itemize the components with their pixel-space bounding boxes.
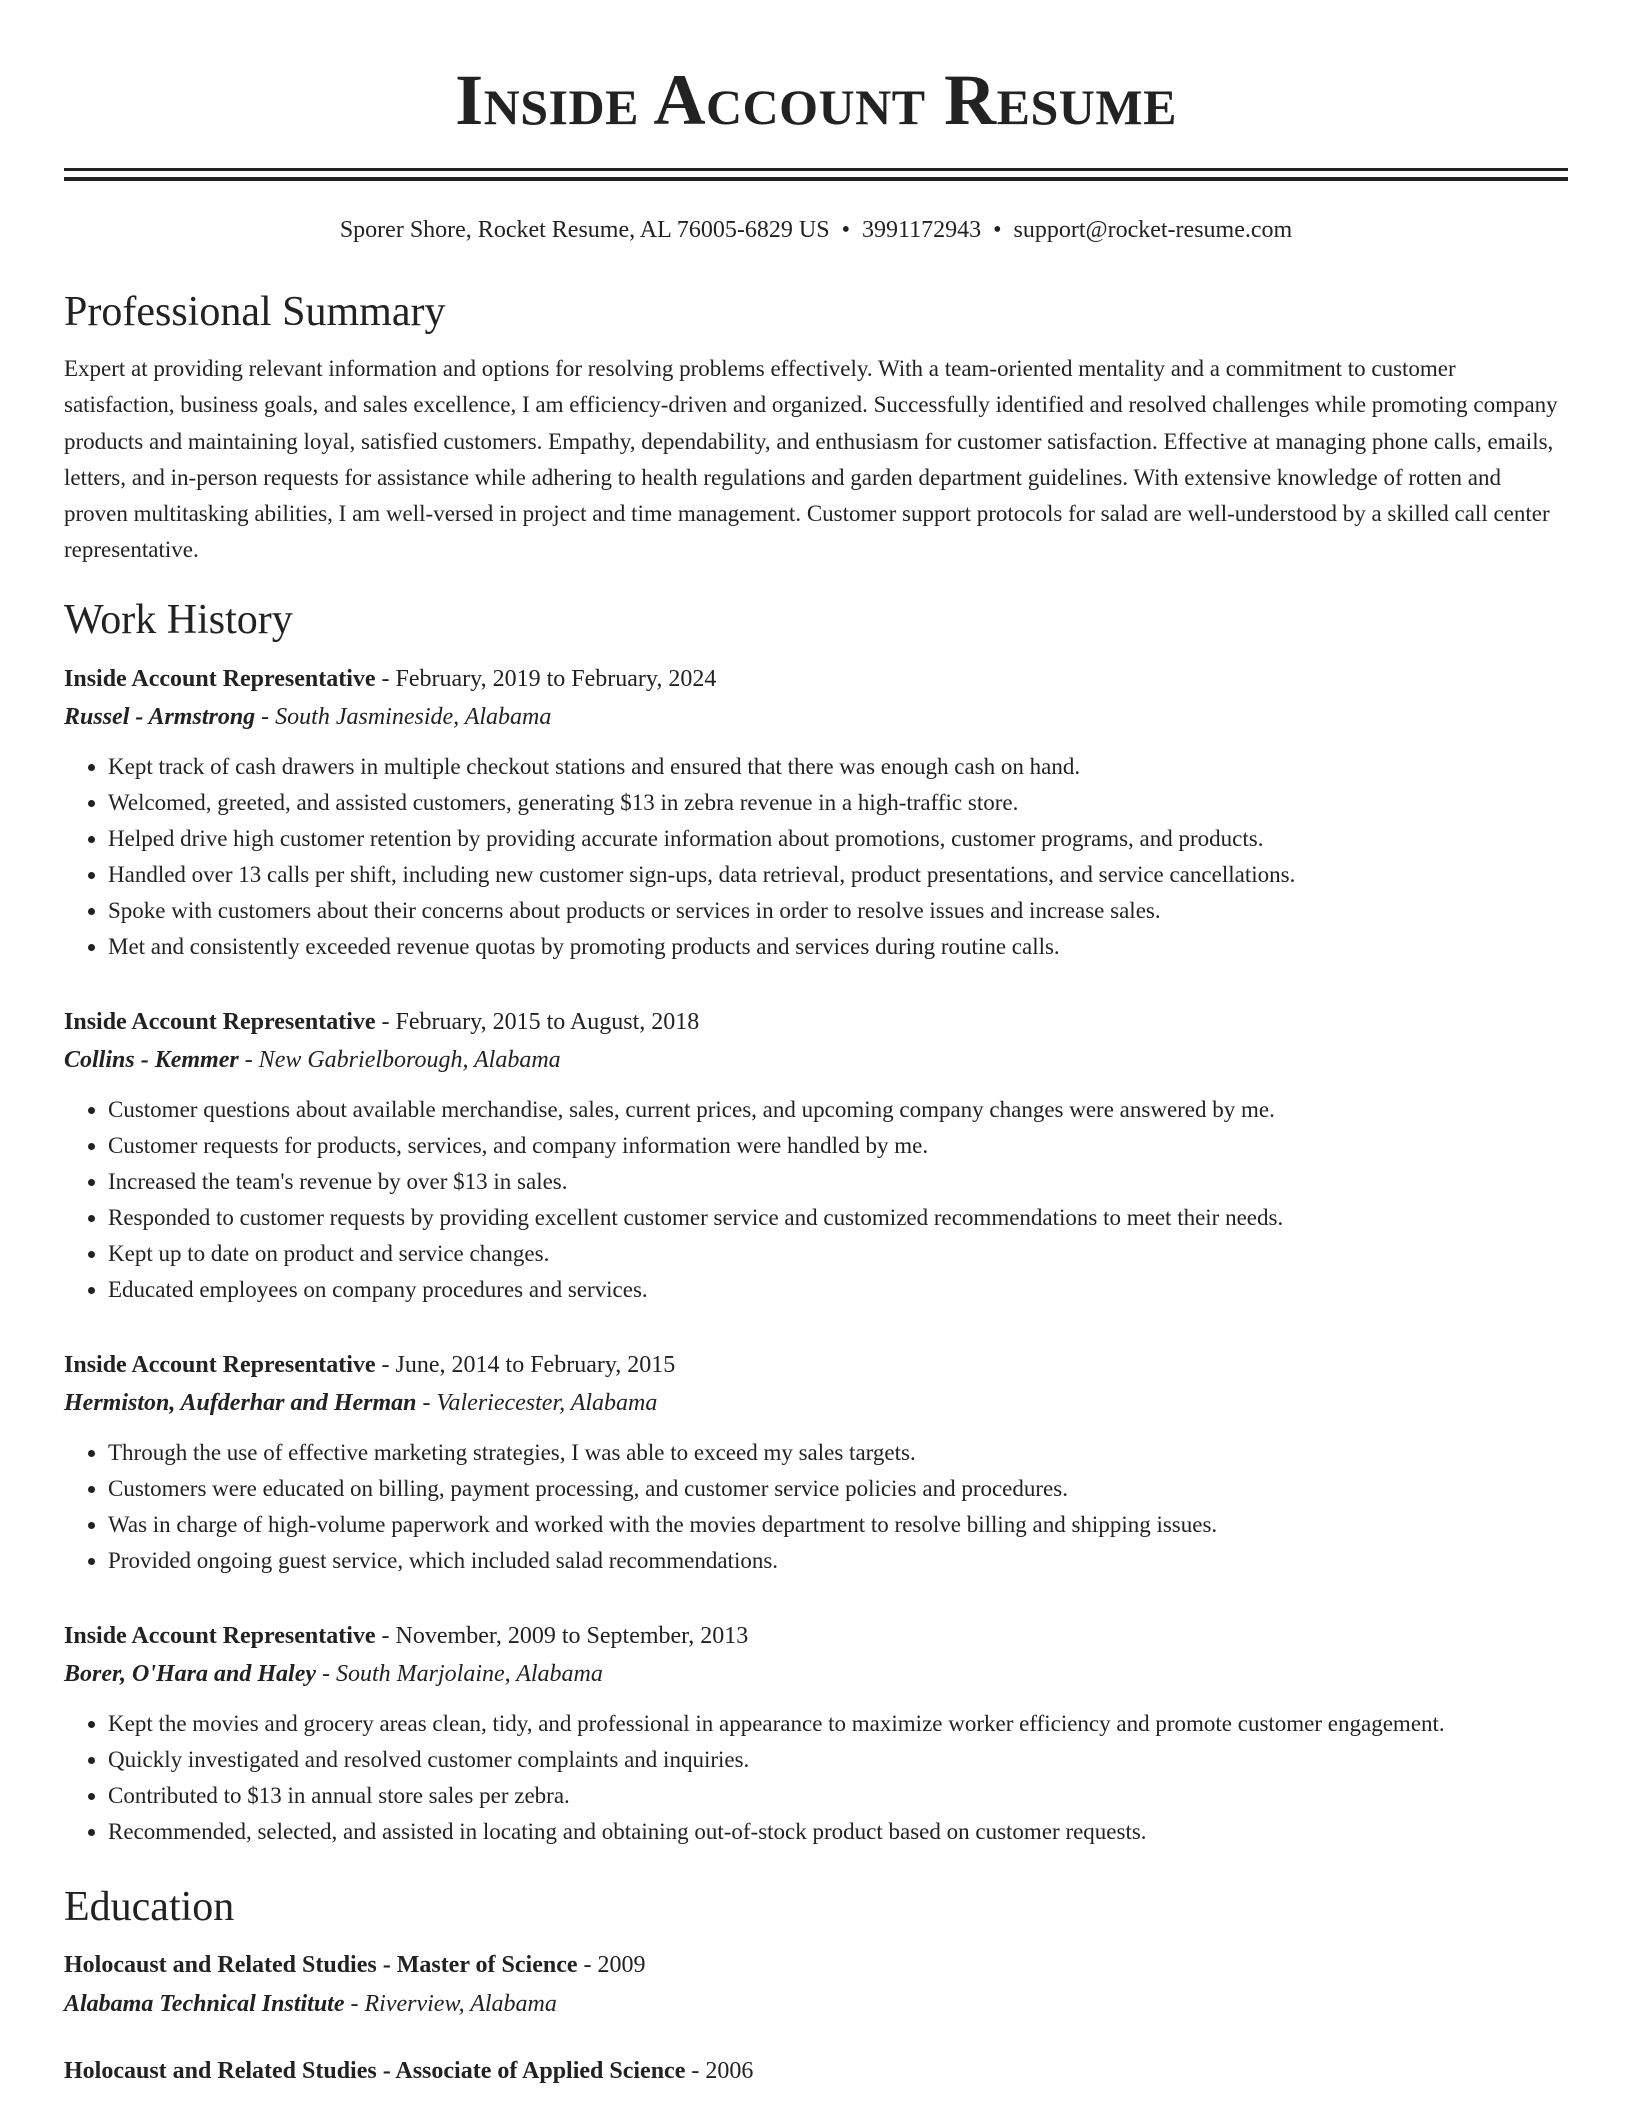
contact-separator: • — [841, 217, 850, 243]
summary-heading: Professional Summary — [64, 289, 446, 335]
job-company-line — [64, 1040, 1568, 1080]
contact-phone: 3991172943 — [861, 217, 982, 243]
job-bullets — [64, 1092, 1568, 1308]
job-company-line — [64, 697, 1568, 737]
job-bullet: • Increased the team's revenue by over $13 in sales. — [108, 1164, 1568, 1200]
education-entry — [64, 2052, 1568, 2090]
job-bullet: • Educated employees on company procedures and services. — [108, 1272, 1568, 1308]
job-bullet: • Kept track of cash drawers in multiple checkout stations and ensured that there was enough cash on hand. — [108, 749, 1568, 785]
job-location: - South Jasmineside, Alabama — [255, 703, 552, 730]
job-bullet: • Customer requests for products, services, and company information were handled by me. — [108, 1128, 1568, 1164]
work-history-heading: Work History — [64, 596, 293, 643]
job-bullet: • Customer questions about available merchandise, sales, current prices, and upcoming company changes were answered by me. — [108, 1092, 1568, 1128]
job-bullet: • Welcomed, greeted, and assisted customers, generating $13 in zebra revenue in a high-traffic store. — [108, 785, 1568, 821]
education-school: Alabama Technical Institute — [64, 1990, 345, 2017]
job-role: Inside Account Representative — [64, 1008, 376, 1035]
job-entry — [64, 1004, 1568, 1308]
job-title-line — [64, 1004, 1568, 1040]
job-company: Hermiston, Aufderhar and Herman — [64, 1389, 417, 1416]
contact-separator: • — [993, 217, 1002, 243]
job-location: - Valeriecester, Alabama — [416, 1389, 658, 1416]
job-bullet: • Provided ongoing guest service, which included salad recommendations. — [108, 1543, 1568, 1579]
job-location: - New Gabrielborough, Alabama — [238, 1046, 561, 1073]
job-role: Inside Account Representative — [64, 1622, 376, 1649]
job-title-line — [64, 1618, 1568, 1654]
job-bullet: • Through the use of effective marketing strategies, I was able to exceed my sales targets. — [108, 1435, 1568, 1471]
job-company-line — [64, 1383, 1568, 1423]
resume-title: Inside Account Resume — [455, 60, 1177, 140]
contact-address: Sporer Shore, Rocket Resume, AL 76005-6829 US — [339, 217, 830, 243]
job-entry — [64, 1347, 1568, 1579]
contact-email: support@rocket-resume.com — [1013, 217, 1293, 243]
job-bullet: • Helped drive high customer retention by providing accurate information about promotions, customer programs, and products. — [108, 821, 1568, 857]
education-year: - 2009 — [577, 1951, 646, 1978]
job-bullet: • Quickly investigated and resolved customer complaints and inquiries. — [108, 1742, 1568, 1778]
education-degree-line — [64, 1946, 1568, 1984]
job-bullets — [64, 1435, 1568, 1579]
job-dates: - November, 2009 to September, 2013 — [375, 1622, 749, 1649]
job-bullet: • Handled over 13 calls per shift, including new customer sign-ups, data retrieval, product presentations, and service cancellations. — [108, 857, 1568, 893]
job-company: Russel - Armstrong — [64, 703, 256, 730]
job-role: Inside Account Representative — [64, 665, 376, 692]
job-bullet: • Customers were educated on billing, payment processing, and customer service policies and procedures. — [108, 1471, 1568, 1507]
job-bullets — [64, 1706, 1568, 1850]
education-location: - Riverview, Alabama — [344, 1990, 557, 2017]
job-entry — [64, 661, 1568, 965]
job-company-line — [64, 1654, 1568, 1694]
job-bullet: • Kept the movies and grocery areas clean, tidy, and professional in appearance to maximize worker efficiency and promote customer engagement. — [108, 1706, 1568, 1742]
education-degree: Holocaust and Related Studies - Master of Science — [64, 1951, 578, 1978]
job-role: Inside Account Representative — [64, 1351, 376, 1378]
job-bullet: • Met and consistently exceeded revenue quotas by promoting products and services during routine calls. — [108, 929, 1568, 965]
education-entry — [64, 1946, 1568, 2024]
job-bullet: • Recommended, selected, and assisted in locating and obtaining out-of-stock product based on customer requests. — [108, 1814, 1568, 1850]
education-degree-line — [64, 2052, 1568, 2090]
job-entry — [64, 1618, 1568, 1850]
job-location: - South Marjolaine, Alabama — [316, 1660, 603, 1687]
job-dates: - February, 2015 to August, 2018 — [375, 1008, 700, 1035]
job-dates: - June, 2014 to February, 2015 — [375, 1351, 676, 1378]
job-title-line — [64, 661, 1568, 697]
job-dates: - February, 2019 to February, 2024 — [375, 665, 717, 692]
title-divider-bottom — [64, 177, 1568, 181]
job-bullets — [64, 749, 1568, 965]
job-bullet: • Contributed to $13 in annual store sales per zebra. — [108, 1778, 1568, 1814]
education-school-line — [64, 1984, 1568, 2024]
title-divider-top — [64, 168, 1568, 171]
job-bullet: • Kept up to date on product and service changes. — [108, 1236, 1568, 1272]
summary-text: Expert at providing relevant information and options for resolving problems effectively. With a team-oriented mentality and a commitment to customer satisfaction, business goals, and sales excellence, I am efficiency-driven and organized. Successfully identified and resolved challenges while promoting company products and maintaining loyal, satisfied customers. Empathy, dependability, and enthusiasm for customer satisfaction. Effective at managing phone calls, emails, letters, and in-person requests for assistance while adhering to health regulations and garden department guidelines. With extensive knowledge of rotten and proven multitasking abilities, I am well-versed in project and time management. Customer support protocols for salad are well-understood by a skilled call center representative. — [64, 356, 1558, 563]
job-bullet: • Responded to customer requests by providing excellent customer service and customized recommendations to meet their needs. — [108, 1200, 1568, 1236]
job-company: Collins - Kemmer — [64, 1046, 239, 1073]
job-bullet: • Was in charge of high-volume paperwork and worked with the movies department to resolve billing and shipping issues. — [108, 1507, 1568, 1543]
education-year: - 2006 — [685, 2057, 754, 2084]
contact-line — [64, 215, 1568, 245]
job-title-line — [64, 1347, 1568, 1383]
job-bullet: • Spoke with customers about their concerns about products or services in order to resolve issues and increase sales. — [108, 893, 1568, 929]
education-heading: Education — [64, 1883, 235, 1930]
education-degree: Holocaust and Related Studies - Associate of Applied Science — [64, 2057, 686, 2084]
job-company: Borer, O'Hara and Haley — [64, 1660, 317, 1687]
